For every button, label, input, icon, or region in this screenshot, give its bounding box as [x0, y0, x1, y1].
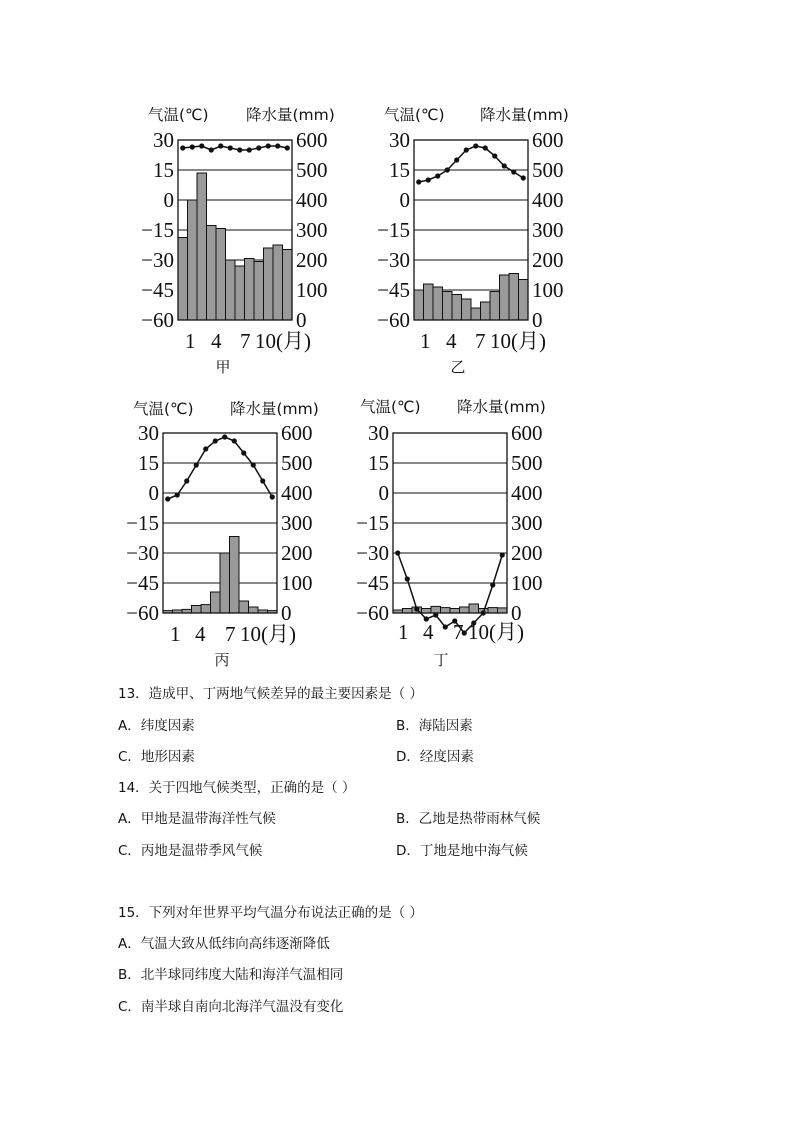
question-15-option-a: A．气温大致从低纬向高纬逐渐降低: [118, 936, 330, 952]
x-tick-label: 10(月): [255, 329, 311, 353]
precipitation-bar: [450, 609, 460, 614]
y-tick-label-right: 400: [511, 481, 543, 505]
x-tick-label: 1: [420, 329, 431, 353]
chart-caption: 乙: [450, 358, 466, 376]
chart-caption: 丙: [214, 651, 230, 669]
temperature-point: [433, 612, 438, 617]
y-tick-label-right: 300: [511, 511, 543, 535]
precipitation-bar: [469, 604, 479, 613]
y-tick-label-right: 0: [532, 308, 543, 332]
y-tick-label-left: −30: [141, 248, 174, 272]
y-tick-label-right: 500: [532, 158, 564, 182]
y-tick-label-left: −30: [377, 248, 410, 272]
y-tick-label-right: 600: [511, 421, 543, 445]
question-15-stem: 15．下列对年世界平均气温分布说法正确的是（ ）: [118, 905, 423, 921]
y-tick-label-right: 100: [511, 571, 543, 595]
y-tick-label-left: −45: [356, 571, 389, 595]
y-tick-label-right: 100: [532, 278, 564, 302]
y-tick-label-left: −45: [141, 278, 174, 302]
question-14-stem: 14．关于四地气候类型，正确的是（ ）: [118, 780, 356, 796]
y-tick-label-right: 300: [296, 218, 328, 242]
x-tick-label: 1: [398, 620, 409, 644]
x-tick-label: 4: [211, 329, 222, 353]
y-tick-label-left: 15: [138, 451, 159, 475]
y-tick-label-right: 500: [511, 451, 543, 475]
y-tick-label-right: 400: [281, 481, 313, 505]
precipitation-bar: [403, 609, 413, 614]
y-tick-label-right: 0: [281, 601, 292, 625]
y-axis-label-temperature: 气温(℃): [384, 106, 445, 124]
y-tick-label-left: 30: [138, 421, 159, 445]
x-tick-label: 1: [185, 329, 196, 353]
y-tick-label-right: 200: [296, 248, 328, 272]
temperature-point: [414, 606, 419, 611]
y-tick-label-left: −30: [356, 541, 389, 565]
y-tick-label-left: −60: [377, 308, 410, 332]
temperature-point: [405, 576, 410, 581]
x-tick-label: 7: [475, 329, 486, 353]
y-tick-label-left: −15: [377, 218, 410, 242]
x-tick-label: 7: [453, 620, 464, 644]
y-tick-label-left: −15: [141, 218, 174, 242]
y-tick-label-right: 400: [532, 188, 564, 212]
question-13-stem: 13．造成甲、丁两地气候差异的最主要因素是（ ）: [118, 686, 423, 702]
y-tick-label-right: 400: [296, 188, 328, 212]
y-axis-label-precipitation: 降水量(mm): [246, 106, 335, 124]
x-tick-label: 1: [170, 622, 181, 646]
y-tick-label-right: 200: [281, 541, 313, 565]
y-tick-label-left: 0: [163, 188, 174, 212]
question-13-option-d: D．经度因素: [396, 749, 474, 765]
y-axis-label-precipitation: 降水量(mm): [230, 400, 319, 418]
y-tick-label-left: −15: [126, 511, 159, 535]
y-tick-label-right: 500: [281, 451, 313, 475]
question-13-option-a: A．纬度因素: [118, 718, 195, 734]
precipitation-bar: [441, 608, 451, 613]
y-axis-label-temperature: 气温(℃): [133, 400, 194, 418]
temperature-point: [481, 610, 486, 615]
chart-caption: 丁: [433, 651, 449, 669]
y-axis-label-temperature: 气温(℃): [148, 106, 209, 124]
x-tick-label: 10(月): [240, 622, 296, 646]
question-15-option-b: B．北半球同纬度大陆和海洋气温相同: [118, 967, 344, 983]
y-tick-label-left: 30: [389, 128, 410, 152]
y-tick-label-left: −30: [126, 541, 159, 565]
y-axis-label-precipitation: 降水量(mm): [457, 398, 546, 416]
question-15-option-c: C．南半球自南向北海洋气温没有变化: [118, 999, 344, 1015]
y-tick-label-left: 30: [368, 421, 389, 445]
y-tick-label-right: 0: [296, 308, 307, 332]
question-13-option-c: C．地形因素: [118, 749, 195, 765]
chart-caption: 甲: [215, 358, 231, 376]
y-tick-label-left: 0: [148, 481, 159, 505]
y-tick-label-left: 15: [389, 158, 410, 182]
x-tick-label: 7: [240, 329, 251, 353]
y-axis-label-precipitation: 降水量(mm): [480, 106, 569, 124]
y-tick-label-right: 600: [296, 128, 328, 152]
precipitation-bar: [422, 609, 432, 614]
x-tick-label: 4: [446, 329, 457, 353]
y-tick-label-left: −60: [126, 601, 159, 625]
y-tick-label-right: 100: [296, 278, 328, 302]
y-tick-label-right: 200: [511, 541, 543, 565]
temperature-point: [500, 552, 505, 557]
question-13-option-b: B．海陆因素: [396, 718, 473, 734]
y-tick-label-left: −45: [126, 571, 159, 595]
x-tick-label: 10(月): [490, 329, 546, 353]
precipitation-bar: [488, 608, 498, 613]
y-tick-label-left: −45: [377, 278, 410, 302]
precipitation-bar: [460, 607, 470, 613]
y-tick-label-right: 100: [281, 571, 313, 595]
y-tick-label-right: 600: [281, 421, 313, 445]
y-tick-label-right: 500: [296, 158, 328, 182]
x-tick-label: 4: [195, 622, 206, 646]
y-tick-label-left: 30: [153, 128, 174, 152]
y-tick-label-right: 300: [532, 218, 564, 242]
temperature-point: [490, 582, 495, 587]
y-tick-label-right: 0: [511, 601, 522, 625]
x-tick-label: 7: [225, 622, 236, 646]
question-14-option-a: A．甲地是温带海洋性气候: [118, 811, 276, 827]
y-tick-label-left: 15: [368, 451, 389, 475]
precipitation-bar: [431, 606, 441, 613]
y-tick-label-left: −60: [141, 308, 174, 332]
precipitation-bar: [498, 608, 508, 613]
question-14-option-b: B．乙地是热带雨林气候: [396, 811, 541, 827]
x-tick-label: 10(月): [468, 620, 524, 644]
y-tick-label-right: 300: [281, 511, 313, 535]
y-tick-label-left: 0: [399, 188, 410, 212]
y-axis-label-temperature: 气温(℃): [360, 398, 421, 416]
question-14-option-c: C．丙地是温带季风气候: [118, 843, 263, 859]
y-tick-label-left: 15: [153, 158, 174, 182]
y-tick-label-right: 600: [532, 128, 564, 152]
y-tick-label-left: 0: [378, 481, 389, 505]
x-tick-label: 4: [423, 620, 434, 644]
y-tick-label-right: 200: [532, 248, 564, 272]
temperature-point: [395, 550, 400, 555]
question-14-option-d: D．丁地是地中海气候: [396, 843, 528, 859]
y-tick-label-left: −15: [356, 511, 389, 535]
y-tick-label-left: −60: [356, 601, 389, 625]
temperature-point: [443, 624, 448, 629]
